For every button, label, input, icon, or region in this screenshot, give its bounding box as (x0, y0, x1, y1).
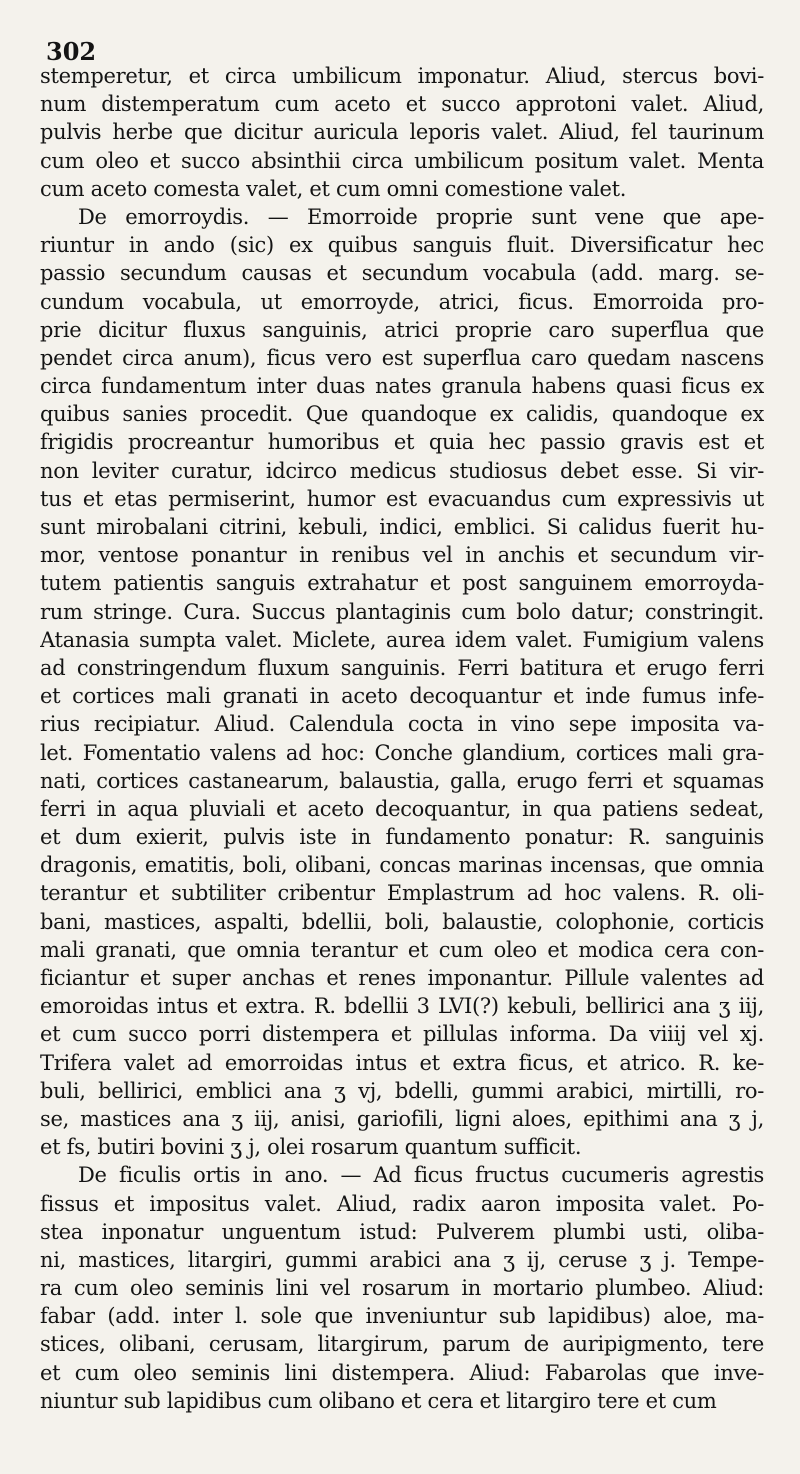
body-text (40, 62, 764, 1415)
text-line (40, 1020, 764, 1048)
text-line (40, 569, 764, 597)
text-line (40, 1190, 764, 1218)
text-line-content: stices, olibani, cerusam, litargirum, parum de auripigmento, tere (40, 1332, 764, 1357)
text-line (40, 259, 764, 287)
text-line-content: nati, cortices castanearum, balaustia, galla, erugo ferri et squamas (40, 768, 764, 793)
text-line (40, 992, 764, 1020)
text-line (40, 879, 764, 907)
text-line-content: cundum vocabula, ut emorroyde, atrici, ficus. Emorroida pro- (40, 289, 764, 314)
text-line (40, 823, 764, 851)
text-line (40, 1105, 764, 1133)
text-line (40, 175, 764, 203)
text-line-content: pulvis herbe que dicitur auricula leporis valet. Aliud, fel taurinum (40, 120, 764, 145)
text-line (40, 288, 764, 316)
text-line (40, 344, 764, 372)
text-line-content: buli, bellirici, emblici ana ʒ vj, bdelli, gummi arabici, mirtilli, ro- (40, 1078, 764, 1103)
text-line (40, 1274, 764, 1302)
text-line-content: circa fundamentum inter duas nates granula habens quasi ficus ex (40, 374, 764, 399)
text-line-content: et cum oleo seminis lini distempera. Aliud: Fabarolas que inve- (40, 1360, 764, 1385)
text-line-content: cum aceto comesta valet, et cum omni comestione valet. (40, 176, 627, 201)
text-line-content: ferri in aqua pluviali et aceto decoquantur, in qua patiens sedeat, (40, 796, 764, 821)
text-line-content: rum stringe. Cura. Succus plantaginis cum bolo datur; constringit. (40, 599, 764, 624)
text-line (40, 513, 764, 541)
text-line-content: passio secundum causas et secundum vocabula (add. marg. se- (40, 261, 764, 286)
text-line (40, 1049, 764, 1077)
text-line (40, 682, 764, 710)
text-line-content: dragonis, ematitis, boli, olibani, concas marinas incensas, que omnia (40, 853, 764, 878)
text-line (40, 90, 764, 118)
text-line-content: fabar (add. inter l. sole que inveniuntur sub lapidibus) aloe, ma- (40, 1304, 764, 1329)
text-line-content: riuntur in ando (sic) ex quibus sanguis fluit. Diversificatur hec (40, 233, 764, 258)
text-line (40, 316, 764, 344)
text-line-content: quibus sanies procedit. Que quandoque ex calidis, quandoque ex (40, 402, 764, 427)
text-line (40, 1077, 764, 1105)
text-line (40, 203, 764, 231)
text-line-content: bani, mastices, aspalti, bdellii, boli, balaustie, colophonie, corticis (40, 909, 764, 934)
text-line (40, 541, 764, 569)
text-line-content: ra cum oleo seminis lini vel rosarum in mortario plumbeo. Aliud: (40, 1276, 764, 1301)
text-line (40, 964, 764, 992)
text-line (40, 118, 764, 146)
text-line (40, 62, 764, 90)
text-line (40, 1246, 764, 1274)
text-line-content: tus et etas permiserint, humor est evacuandus cum expressivis ut (40, 486, 764, 511)
text-line-content: emoroidas intus et extra. R. bdellii 3 LVI(?) kebuli, bellirici ana ʒ iij, (40, 994, 764, 1019)
text-line (40, 851, 764, 879)
text-line (40, 400, 764, 428)
text-line-content: fissus et impositus valet. Aliud, radix aaron imposita valet. Po- (40, 1191, 764, 1216)
text-line-content: niuntur sub lapidibus cum olibano et cera et litargiro tere et cum (40, 1388, 717, 1413)
text-line (40, 1218, 764, 1246)
text-line (40, 457, 764, 485)
text-line-content: tutem patientis sanguis extrahatur et post sanguinem emorroyda- (40, 571, 764, 596)
text-line (40, 1161, 764, 1189)
text-line-content: stemperetur, et circa umbilicum imponatur. Aliud, stercus bovi- (40, 64, 764, 88)
text-line (40, 710, 764, 738)
text-line-content: mali granati, que omnia terantur et cum oleo et modica cera con- (40, 937, 764, 962)
text-line (40, 936, 764, 964)
text-line (40, 1387, 764, 1415)
page-number: 302 (46, 37, 97, 66)
text-line (40, 231, 764, 259)
text-line (40, 795, 764, 823)
text-line-content: mor, ventose ponantur in renibus vel in anchis et secundum vir- (40, 543, 764, 568)
text-line-content: De ficulis ortis in ano. — Ad ficus fructus cucumeris agrestis (78, 1163, 764, 1188)
text-line-content: rius recipiatur. Aliud. Calendula cocta in vino sepe imposita va- (40, 712, 764, 737)
text-line (40, 654, 764, 682)
text-line (40, 372, 764, 400)
text-line-content: se, mastices ana ʒ iij, anisi, gariofili, ligni aloes, epithimi ana ʒ j, (40, 1106, 764, 1131)
text-line (40, 147, 764, 175)
text-line (40, 908, 764, 936)
text-line (40, 1359, 764, 1387)
text-line-content: et cortices mali granati in aceto decoquantur et inde fumus infe- (40, 684, 764, 709)
text-line-content: et cum succo porri distempera et pillulas informa. Da viiij vel xj. (40, 1022, 764, 1047)
text-line-content: ad constringendum fluxum sanguinis. Ferri batitura et erugo ferri (40, 655, 764, 680)
text-line-content: et fs, butiri bovini ʒ j, olei rosarum quantum sufficit. (40, 1135, 582, 1160)
text-line-content: terantur et subtiliter cribentur Emplastrum ad hoc valens. R. oli- (40, 881, 764, 906)
text-line (40, 767, 764, 795)
text-line-content: frigidis procreantur humoribus et quia hec passio gravis est et (40, 430, 764, 455)
text-line-content: De emorroydis. — Emorroide proprie sunt vene que ape- (78, 204, 764, 229)
text-line (40, 1133, 764, 1161)
text-line-content: sunt mirobalani citrini, kebuli, indici, emblici. Si calidus fuerit hu- (40, 515, 764, 539)
text-line-content: ficiantur et super anchas et renes imponantur. Pillule valentes ad (40, 966, 764, 990)
text-line (40, 1302, 764, 1330)
text-line-content: ni, mastices, litargiri, gummi arabici ana ʒ ij, ceruse ʒ j. Tempe- (40, 1247, 764, 1272)
text-line-content: let. Fomentatio valens ad hoc: Conche glandium, cortices mali gra- (40, 740, 764, 765)
text-line-content: Atanasia sumpta valet. Miclete, aurea idem valet. Fumigium valens (40, 627, 764, 652)
text-line-content: non leviter curatur, idcirco medicus studiosus debet esse. Si vir- (40, 458, 764, 483)
text-line-content: Trifera valet ad emorroidas intus et extra ficus, et atrico. R. ke- (40, 1050, 764, 1075)
text-line-content: prie dicitur fluxus sanguinis, atrici proprie caro superflua que (40, 317, 764, 342)
text-line (40, 428, 764, 456)
text-line (40, 485, 764, 513)
text-line (40, 626, 764, 654)
text-line-content: et dum exierit, pulvis iste in fundamento ponatur: R. sanguinis (40, 825, 764, 850)
text-line-content: pendet circa anum), ficus vero est superflua caro quedam nascens (40, 345, 764, 370)
text-line-content: cum oleo et succo absinthii circa umbilicum positum valet. Menta (40, 148, 764, 173)
text-line (40, 1330, 764, 1358)
text-line-content: num distemperatum cum aceto et succo approtoni valet. Aliud, (40, 92, 764, 117)
text-line-content: stea inponatur unguentum istud: Pulverem plumbi usti, oliba- (40, 1219, 764, 1244)
text-line (40, 739, 764, 767)
text-line (40, 598, 764, 626)
